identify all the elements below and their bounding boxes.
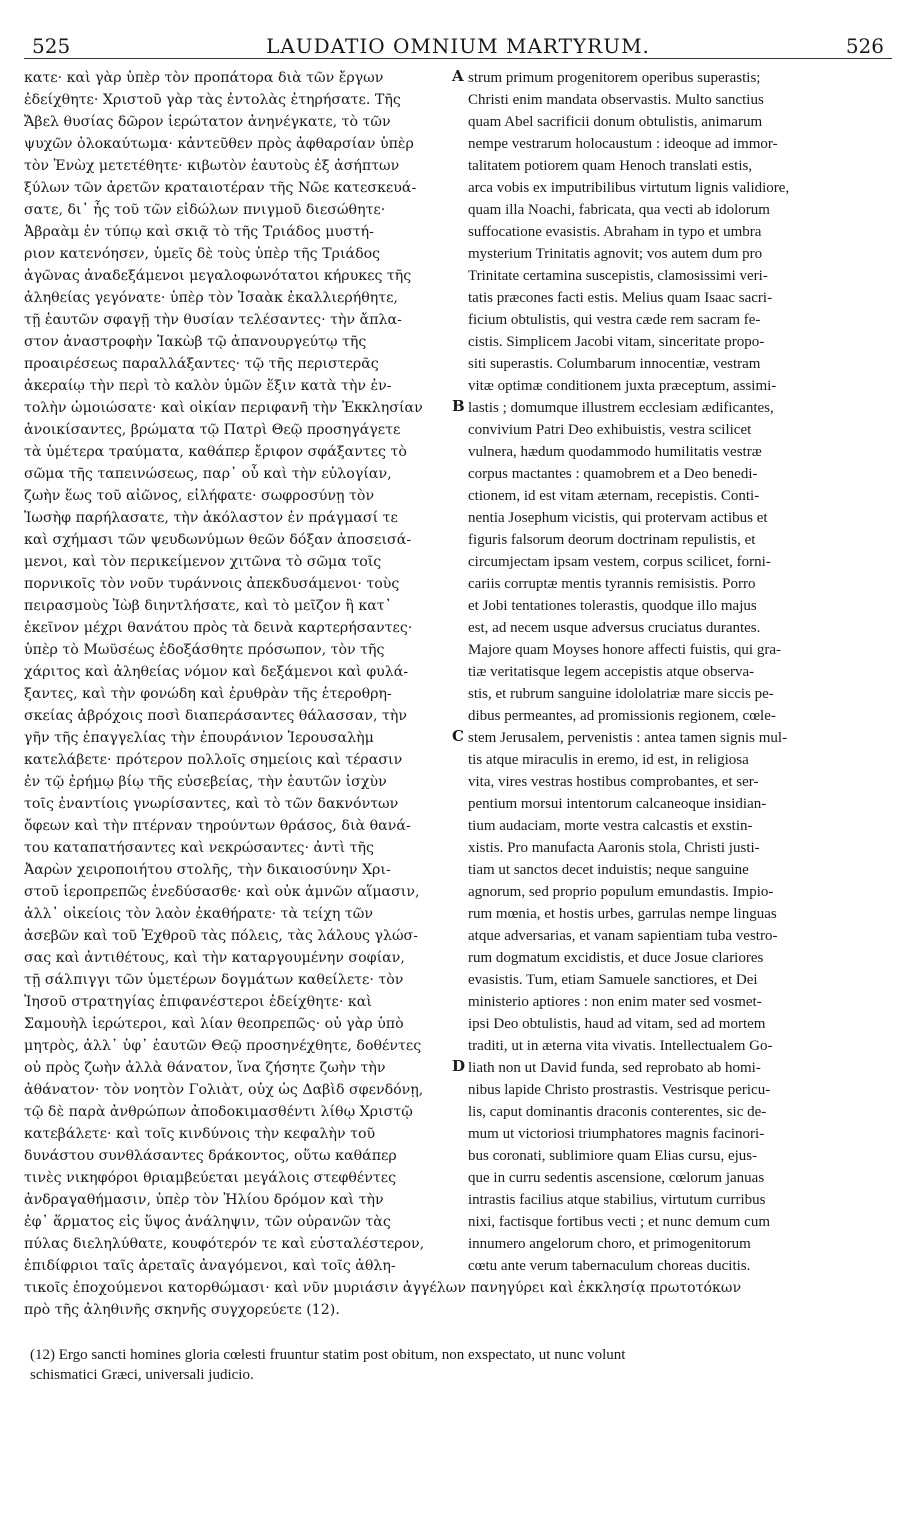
latin-text-line: ctionem, id est vitam æternam, recepistis. Conti- bbox=[468, 488, 760, 504]
greek-text-line: πύλας διεληλύθατε, κουφότερόν τε καὶ εὐσταλέστερον, bbox=[24, 1236, 425, 1252]
greek-text-line: ὄφεων καὶ τὴν πτέρναν τηρούντων θράσος, διὰ θανά- bbox=[24, 818, 411, 834]
greek-text-line: πορνικοῖς τὸν νοῦν τυράννοις ἀπεκδυσάμενοι· τοὺς bbox=[24, 576, 400, 592]
latin-text-line: liath non ut David funda, sed reprobato ab homi- bbox=[468, 1060, 761, 1076]
greek-text-line: προαιρέσεως παραλλάξαντες· τῷ τῆς περιστερᾶς bbox=[24, 356, 379, 372]
page-header bbox=[24, 28, 892, 59]
section-marker-c: C bbox=[452, 727, 464, 745]
greek-text-line: ζωὴν ἕως τοῦ αἰῶνος, εἰλήφατε· σωφροσύνῃ τὸν bbox=[24, 488, 375, 504]
greek-text-line: ἀλλ᾽ οἰκείοις τὸν λαὸν ἐκαθήρατε· τὰ τείχη τῶν bbox=[24, 906, 373, 922]
greek-text-line: ἐκεῖνον μέχρι θανάτου πρὸς τὰ δεινὰ καρτερήσαντες· bbox=[24, 620, 413, 636]
greek-text-line: τῇ σάλπιγγι τῶν ὑμετέρων δογμάτων καθείλετε· τὸν bbox=[24, 972, 404, 988]
latin-text-line: quam illa Noachi, fabricata, qua vecti ab idolorum bbox=[468, 202, 770, 218]
greek-text-line: ἀθάνατον· τὸν νοητὸν Γολιὰτ, οὐχ ὡς Δαβὶδ σφενδόνῃ, bbox=[24, 1082, 424, 1098]
greek-text-line: Ἄβελ θυσίας δῶρον ἱερώτατον ἀνηνέγκατε, τὸ τῶν bbox=[24, 114, 391, 130]
greek-text-line: μητρὸς, ἀλλ᾽ ὑφ᾽ ἑαυτῶν Θεῷ προσηνέχθητε, δοθέντες bbox=[24, 1038, 422, 1054]
latin-text-line: cœtu ante verum tabernaculum choreas ducitis. bbox=[468, 1258, 751, 1274]
latin-text-line: lastis ; domumque illustrem ecclesiam ædificantes, bbox=[468, 400, 774, 416]
latin-text-line: siti superastis. Columbarum innocentiæ, vestram bbox=[468, 356, 761, 372]
greek-text-line: ἐφ᾽ ἅρματος εἰς ὕψος ἀνάληψιν, τῶν οὐρανῶν τὰς bbox=[24, 1214, 391, 1230]
greek-text-line: οὐ πρὸς ζωὴν ἀλλὰ θάνατον, ἵνα ζήσητε ζωὴν τὴν bbox=[24, 1060, 386, 1076]
greek-text-line: σῶμα τῆς ταπεινώσεως, παρ᾽ οὗ καὶ τὴν εὐλογίαν, bbox=[24, 466, 392, 482]
greek-text-line: τῷ δὲ παρὰ ἀνθρώπων ἀποδοκιμασθέντι λίθῳ Χριστῷ bbox=[24, 1104, 413, 1120]
greek-text-line: ἐδείχθητε· Χριστοῦ γὰρ τὰς ἐντολὰς ἐτηρήσατε. Τῆς bbox=[24, 92, 401, 108]
latin-text-line: et Jobi tentationes tolerastis, quodque illo majus bbox=[468, 598, 757, 614]
footnote-line: (12) Ergo sancti homines gloria cœlesti fruuntur statim post obitum, non exspectato, ut nunc volunt bbox=[30, 1347, 626, 1363]
greek-continuation-line: τικοῖς ἐποχούμενοι κατορθώμασι· καὶ νῦν μυριάσιν ἀγγέλων πανηγύρει καὶ ἐκκλησίᾳ πρωτοτόκων bbox=[24, 1280, 742, 1296]
greek-text-line: ἀσεβῶν καὶ τοῦ Ἐχθροῦ τὰς πόλεις, τὰς λάλους γλώσ- bbox=[24, 928, 419, 944]
latin-text-line: cariis corruptæ mentis tyrannis remisistis. Porro bbox=[468, 576, 756, 592]
greek-text-line: μενοι, καὶ τὸν περικείμενον χιτῶνα τὸ σῶμα τοῖς bbox=[24, 554, 382, 570]
latin-text-line: circumjectam ipsam vestem, corpus scilicet, forni- bbox=[468, 554, 771, 570]
section-marker-d: D bbox=[452, 1057, 466, 1075]
latin-text-line: figuris falsorum deorum doctrinam repulistis, et bbox=[468, 532, 756, 548]
greek-text-line: ριον κατενόησεν, ὑμεῖς δὲ τοὺς ὑπὲρ τῆς Τριάδος bbox=[24, 246, 381, 262]
latin-text-line: innumero angelorum choro, et primogenitorum bbox=[468, 1236, 751, 1252]
greek-text-line: τῇ ἑαυτῶν σφαγῇ τὴν θυσίαν τελέσαντες· τὴν ἄπλα- bbox=[24, 312, 402, 328]
latin-text-line: tis atque miraculis in eremo, id est, in religiosa bbox=[468, 752, 749, 768]
latin-text-line: quam Abel sacrificii donum obtulistis, animarum bbox=[468, 114, 763, 130]
greek-text-line: στοῦ ἱεροπρεπῶς ἐνεδύσασθε· καὶ οὐκ ἀμνῶν αἵμασιν, bbox=[24, 884, 420, 900]
latin-text-line: ministerio aptiores : non enim mater sed vosmet- bbox=[468, 994, 762, 1010]
latin-text-line: traditi, ut in æterna vita vivatis. Intellectualem Go- bbox=[468, 1038, 773, 1054]
greek-text-line: τινὲς νικηφόροι θριαμβεύεται μεγάλοις στεφθέντες bbox=[24, 1170, 397, 1186]
latin-text-line: vitæ optimæ conditionem juxta præceptum, assimi- bbox=[468, 378, 777, 394]
latin-text-line: arca vobis ex imputribilibus virtutum lignis validiore, bbox=[468, 180, 790, 196]
latin-text-line: tiæ veritatisque legem accepistis atque observa- bbox=[468, 664, 755, 680]
latin-text-line: convivium Patri Deo exhibuistis, vestra scilicet bbox=[468, 422, 752, 438]
latin-text-line: strum primum progenitorem operibus superastis; bbox=[468, 70, 761, 86]
greek-text-line: Ἀαρὼν χειροποιήτου στολῆς, τὴν δικαιοσύνην Χρι- bbox=[24, 862, 391, 878]
greek-text-line: σατε, δι᾽ ἧς τοῦ τῶν εἰδώλων πνιγμοῦ διεσώθητε· bbox=[24, 202, 386, 218]
latin-text-line: que in curru sedentis ascensione, cœlorum januas bbox=[468, 1170, 765, 1186]
latin-text-line: tatis præcones facti estis. Melius quam Isaac sacri- bbox=[468, 290, 773, 306]
latin-text-line: mysterium Trinitatis agnovit; vos autem dum pro bbox=[468, 246, 763, 262]
greek-text-line: ξύλων τῶν ἀρετῶν κραταιοτέραν τῆς Νῶε κατεσκευά- bbox=[24, 180, 417, 196]
page-number-left: 525 bbox=[32, 34, 71, 58]
section-marker-a: A bbox=[452, 67, 464, 85]
greek-text-line: ἐπιδίφριοι ταῖς ἀρεταῖς ἀναγόμενοι, καὶ τοῖς ἀθλη- bbox=[24, 1258, 396, 1274]
greek-text-line: σκείας ἀβρόχοις ποσὶ διαπεράσαντες θάλασσαν, τὴν bbox=[24, 708, 408, 724]
latin-text-line: stis, et rubrum sanguine idololatriæ mare siccis pe- bbox=[468, 686, 774, 702]
latin-text-line: nempe vestrarum holocaustum : ideoque ad immor- bbox=[468, 136, 778, 152]
latin-text-line: evasistis. Tum, etiam Samuele sanctiores, et Dei bbox=[468, 972, 758, 988]
footnote bbox=[30, 1345, 892, 1385]
latin-text-line: est, ad necem usque adversus cruciatus durantes. bbox=[468, 620, 761, 636]
latin-text-line: nibus lapide Christo prostrastis. Vestrisque pericu- bbox=[468, 1082, 771, 1098]
greek-text-line: γῆν τῆς ἐπαγγελίας τὴν ἐπουράνιον Ἱερουσαλὴμ bbox=[24, 730, 374, 746]
latin-text-line: Christi enim mandata observastis. Multo sanctius bbox=[468, 92, 764, 108]
greek-text-line: Σαμουὴλ ἱερώτεροι, καὶ λίαν θεοπρεπῶς· οὐ γὰρ ὑπὸ bbox=[24, 1016, 404, 1032]
greek-column bbox=[24, 67, 454, 1277]
footnote-line: schismatici Græci, universali judicio. bbox=[30, 1367, 254, 1383]
latin-text-line: agnorum, sed proprio populum emundastis. Impio- bbox=[468, 884, 774, 900]
greek-text-line: κατελάβετε· πρότερον πολλοῖς σημείοις καὶ τέρασιν bbox=[24, 752, 403, 768]
latin-text-line: intrastis facilius atque stabilius, virtutum curribus bbox=[468, 1192, 766, 1208]
latin-text-line: talitatem potiorem quam Henoch translati estis, bbox=[468, 158, 753, 174]
greek-text-line: πειρασμοὺς Ἰὼβ διηντλήσατε, καὶ τὸ μεῖζον ἢ κατ᾽ bbox=[24, 598, 392, 614]
greek-text-line: τοῖς ἐναντίοις γνωρίσαντες, καὶ τὸ τῶν δακνόντων bbox=[24, 796, 399, 812]
latin-text-line: cistis. Simplicem Jacobi vitam, sinceritate propo- bbox=[468, 334, 765, 350]
latin-text-line: atque adversarias, et vanam sapientiam tuba vestro- bbox=[468, 928, 778, 944]
latin-text-line: tium audaciam, morte vestra calcastis et exstin- bbox=[468, 818, 753, 834]
greek-text-line: τολὴν ὡμοιώσατε· καὶ οἰκίαν περιφανῆ τὴν Ἐκκλησίαν bbox=[24, 400, 423, 416]
latin-text-line: rum dogmatum excidistis, et duce Josue clariores bbox=[468, 950, 764, 966]
greek-text-line: ἀληθείας γεγόνατε· ὑπὲρ τὸν Ἰσαὰκ ἐκαλλιερήθητε, bbox=[24, 290, 398, 306]
greek-text-line: στον ἀναστροφὴν Ἰακὼβ τῷ ἀπανουργεύτῳ τῆς bbox=[24, 334, 367, 350]
two-column-body bbox=[24, 67, 892, 1277]
greek-text-line: καὶ σχήμασι τῶν ψευδωνύμων θεῶν δόξαν ἀποσεισά- bbox=[24, 532, 412, 548]
greek-text-line: ὑπὲρ τὸ Μωϋσέως ἐδοξάσθητε πρόσωπον, τὸν τῆς bbox=[24, 642, 385, 658]
latin-text-line: ipsi Deo obtulistis, haud ad vitam, sed ad mortem bbox=[468, 1016, 766, 1032]
greek-text-line: ἀνδραγαθήμασιν, ὑπὲρ τὸν Ἠλίου δρόμον καὶ τὴν bbox=[24, 1192, 384, 1208]
latin-text-line: stem Jerusalem, pervenistis : antea tamen signis mul- bbox=[468, 730, 788, 746]
greek-text-line: κατεβάλετε· καὶ τοῖς κινδύνοις τὴν κεφαλὴν τοῦ bbox=[24, 1126, 376, 1142]
latin-text-line: dibus permeantes, ad promissionis regionem, cœle- bbox=[468, 708, 776, 724]
latin-text-line: suffocatione evasistis. Abraham in typo et umbra bbox=[468, 224, 762, 240]
latin-text-line: vulnera, hædum quodammodo humilitatis vestræ bbox=[468, 444, 762, 460]
latin-text-line: Majore quam Moyses honore affecti fuistis, qui gra- bbox=[468, 642, 781, 658]
latin-text-line: xistis. Pro manufacta Aaronis stola, Christi justi- bbox=[468, 840, 760, 856]
latin-text-line: Trinitate certamina suscepistis, clamosissimi veri- bbox=[468, 268, 768, 284]
latin-text-line: corpus mactantes : quamobrem et a Deo benedi- bbox=[468, 466, 758, 482]
greek-continuation bbox=[24, 1277, 892, 1321]
latin-text-line: lis, caput dominantis draconis conterentes, sic de- bbox=[468, 1104, 767, 1120]
latin-text-line: rum mœnia, et hostis urbes, garrulas nempe linguas bbox=[468, 906, 777, 922]
greek-text-line: τὰ ὑμέτερα τραύματα, καθάπερ ἔριφον σφάξαντες τὸ bbox=[24, 444, 407, 460]
greek-continuation-line: πρὸ τῆς ἀληθινῆς σκηνῆς συγχορεύετε (12). bbox=[24, 1302, 340, 1318]
greek-text-line: Ἰησοῦ στρατηγίας ἐπιφανέστεροι ἐδείχθητε· καὶ bbox=[24, 994, 372, 1010]
latin-text-line: bus coronati, sublimiore quam Elias cursu, ejus- bbox=[468, 1148, 758, 1164]
greek-text-line: του καταπατήσαντες καὶ νεκρώσαντες· ἀντὶ τῆς bbox=[24, 840, 374, 856]
greek-text-line: ξαντες, καὶ τὴν φονώδη καὶ ἐρυθρὰν τῆς ἑτεροθρη- bbox=[24, 686, 392, 702]
greek-text-line: ψυχῶν ὁλοκαύτωμα· κἀντεῦθεν πρὸς ἀφθαρσίαν ὑπὲρ bbox=[24, 136, 414, 152]
greek-text-line: ἀγῶνας ἀναδεξάμενοι μεγαλοφωνότατοι κήρυκες τῆς bbox=[24, 268, 412, 284]
greek-text-line: Ἀβραὰμ ἐν τύπῳ καὶ σκιᾷ τὸ τῆς Τριάδος μυστή- bbox=[24, 224, 374, 240]
section-marker-b: B bbox=[452, 397, 465, 415]
latin-text-line: pentium morsui intentorum calcaneoque insidian- bbox=[468, 796, 767, 812]
latin-text-line: nixi, factisque fortibus vecti ; et nunc demum cum bbox=[468, 1214, 771, 1230]
latin-text-line: tiam ut sanctos decet induistis; neque sanguine bbox=[468, 862, 749, 878]
greek-text-line: ἀκεραίῳ τὴν περὶ τὸ καλὸν ὑμῶν ἕξιν κατὰ τὴν ἐν- bbox=[24, 378, 392, 394]
greek-text-line: σας καὶ ἀντιθέτους, καὶ τὴν καταργουμένην σοφίαν, bbox=[24, 950, 405, 966]
running-title: LAUDATIO OMNIUM MARTYRUM. bbox=[266, 34, 650, 58]
greek-text-line: Ἰωσὴφ παρήλασατε, τὴν ἀκόλαστον ἐν πράγμασί τε bbox=[24, 510, 398, 526]
latin-text-line: nentia Josephum vicistis, qui protervam actibus et bbox=[468, 510, 768, 526]
greek-text-line: ἐν τῷ ἐρήμῳ βίῳ τῆς εὐσεβείας, τὴν ἑαυτῶν ἰσχὺν bbox=[24, 774, 387, 790]
greek-text-line: τὸν Ἐνὼχ μετετέθητε· κιβωτὸν ἑαυτοὺς ἐξ ἀσήπτων bbox=[24, 158, 400, 174]
latin-text-line: vita, vires vestras hostibus comprobantes, et ser- bbox=[468, 774, 759, 790]
latin-text-line: ficium obtulistis, qui vestra cæde rem sacram fe- bbox=[468, 312, 761, 328]
page-number-right: 526 bbox=[845, 34, 884, 58]
greek-text-line: κατε· καὶ γὰρ ὑπὲρ τὸν προπάτορα διὰ τῶν ἔργων bbox=[24, 70, 384, 86]
greek-text-line: χάριτος καὶ ἀληθείας νόμον καὶ δεξάμενοι καὶ φυλά- bbox=[24, 664, 409, 680]
latin-column bbox=[468, 67, 892, 1277]
greek-text-line: ἀνοικίσαντες, βρώματα τῷ Πατρὶ Θεῷ προσηγάγετε bbox=[24, 422, 401, 438]
greek-text-line: δυνάστου συνθλάσαντες δράκοντος, οὕτω καθάπερ bbox=[24, 1148, 397, 1164]
latin-text-line: mum ut victoriosi triumphatores magnis facinori- bbox=[468, 1126, 765, 1142]
